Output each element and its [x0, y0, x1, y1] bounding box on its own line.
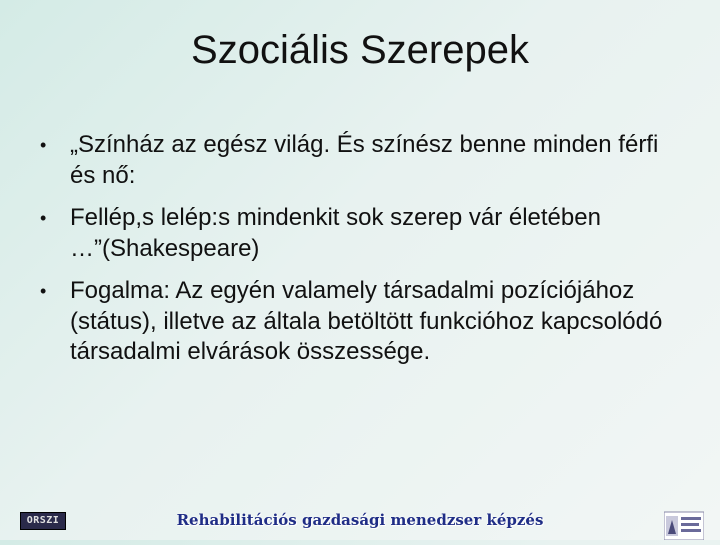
bullet-text: Fogalma: Az egyén valamely társadalmi pozíciójához (státus), illetve az általa betöltött funkcióhoz kapcsolódó társadalmi elvárások összessége. — [70, 277, 663, 365]
slide-title: Szociális Szerepek — [191, 28, 529, 72]
bullet-text: Fellép,s lelép:s mindenkit sok szerep vár életében …”(Shakespeare) — [70, 204, 601, 262]
bullet-icon: • — [40, 281, 47, 301]
partner-logo-graphic — [664, 510, 704, 540]
bullet-icon: • — [40, 208, 47, 228]
bullet-icon: • — [40, 135, 47, 155]
bullet-item — [40, 130, 680, 191]
bullet-text: „Színház az egész világ. És színész benne minden férfi és nő: — [70, 131, 659, 189]
bullet-item — [40, 276, 680, 368]
partner-logo-icon — [664, 510, 704, 540]
bullet-item — [40, 203, 680, 264]
bullet-list — [40, 130, 680, 380]
orszi-logo-text: ORSZI — [26, 515, 60, 526]
footer-caption: Rehabilitációs gazdasági menedzser képzés — [176, 511, 544, 529]
